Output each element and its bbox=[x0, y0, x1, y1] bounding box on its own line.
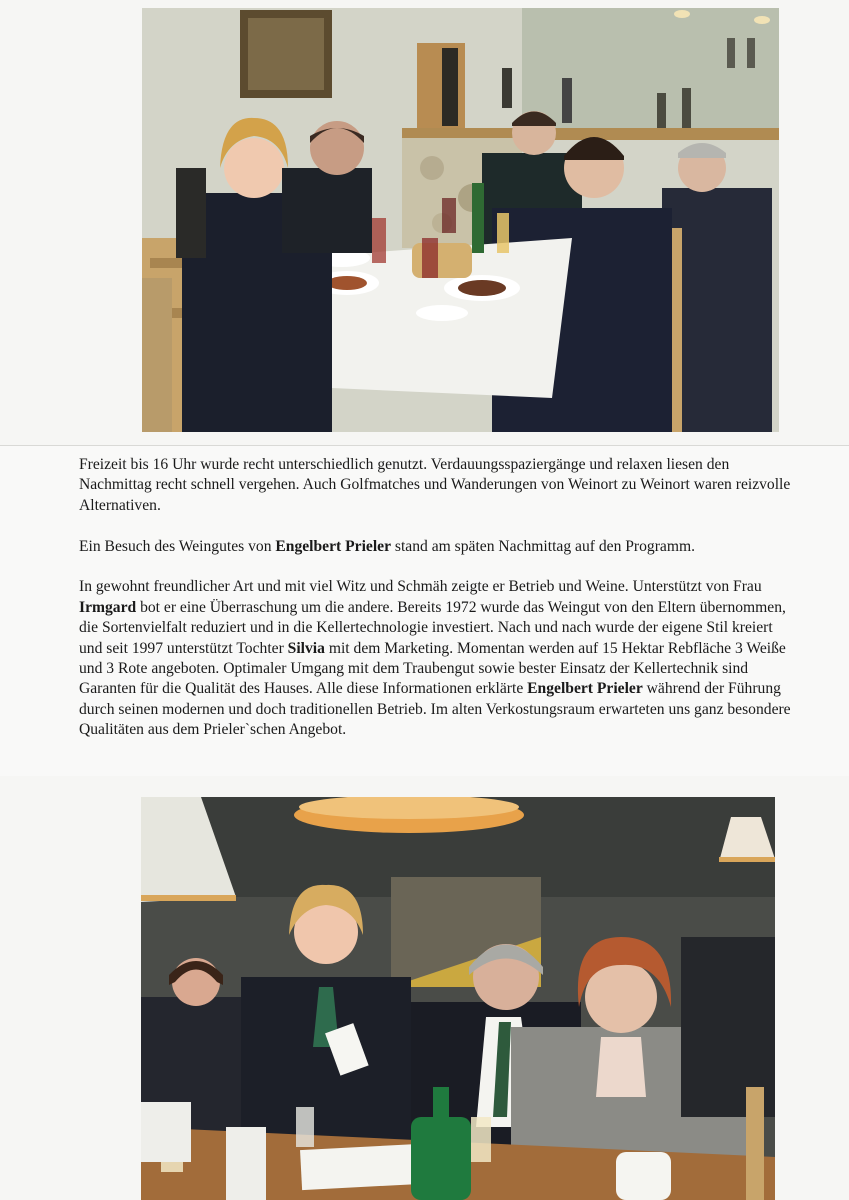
name-engelbert-prieler: Engelbert Prieler bbox=[275, 537, 391, 555]
name-engelbert-prieler-2: Engelbert Prieler bbox=[527, 680, 643, 698]
paragraph-winery-visit: Ein Besuch des Weingutes von Engelbert Prieler stand am späten Nachmittag auf den Programm. bbox=[79, 537, 695, 555]
name-irmgard: Irmgard bbox=[79, 598, 137, 616]
report-text bbox=[79, 455, 799, 761]
paragraph-leisure: Freizeit bis 16 Uhr wurde recht unterschiedlich genutzt. Verdauungsspaziergänge und relaxen liesen den Nachmittag recht schnell vergehen. Auch Golfmatches und Wanderungen von Weinort zu Weinort waren reizvolle Alternativen. bbox=[79, 456, 791, 514]
dinner-table-photo bbox=[142, 8, 779, 432]
name-silvia: Silvia bbox=[287, 639, 325, 657]
paragraph-winery-details: In gewohnt freundlicher Art und mit viel Witz und Schmäh zeigte er Betrieb und Weine. Unterstützt von Frau Irmgard bot er eine Überraschung um die andere. Bereits 1972 wurde das Weingut von den Eltern übernommen, die Sortenvielfalt reduziert und in die Kellertechnologie investiert. Nach und nach wurde der eigene Stil kreiert und seit 1997 unterstützt Tochter Silvia mit dem Marketing. Momentan werden auf 15 Hektar Rebfläche 3 Weiße und 3 Rote angeboten. Optimaler Umgang mit dem Traubengut sowie bester Einsatz der Kellertechnik sind Garanten für die Qualität des Hauses. Alle diese Informationen erklärte Engelbert Prieler während der Führung durch seinen modernen und doch traditionellen Betrieb. Im alten Verkostungsraum erwarteten uns ganz besondere Qualitäten aus dem Prieler`schen Angebot. bbox=[79, 578, 791, 739]
wine-tasting-photo bbox=[141, 797, 775, 1200]
